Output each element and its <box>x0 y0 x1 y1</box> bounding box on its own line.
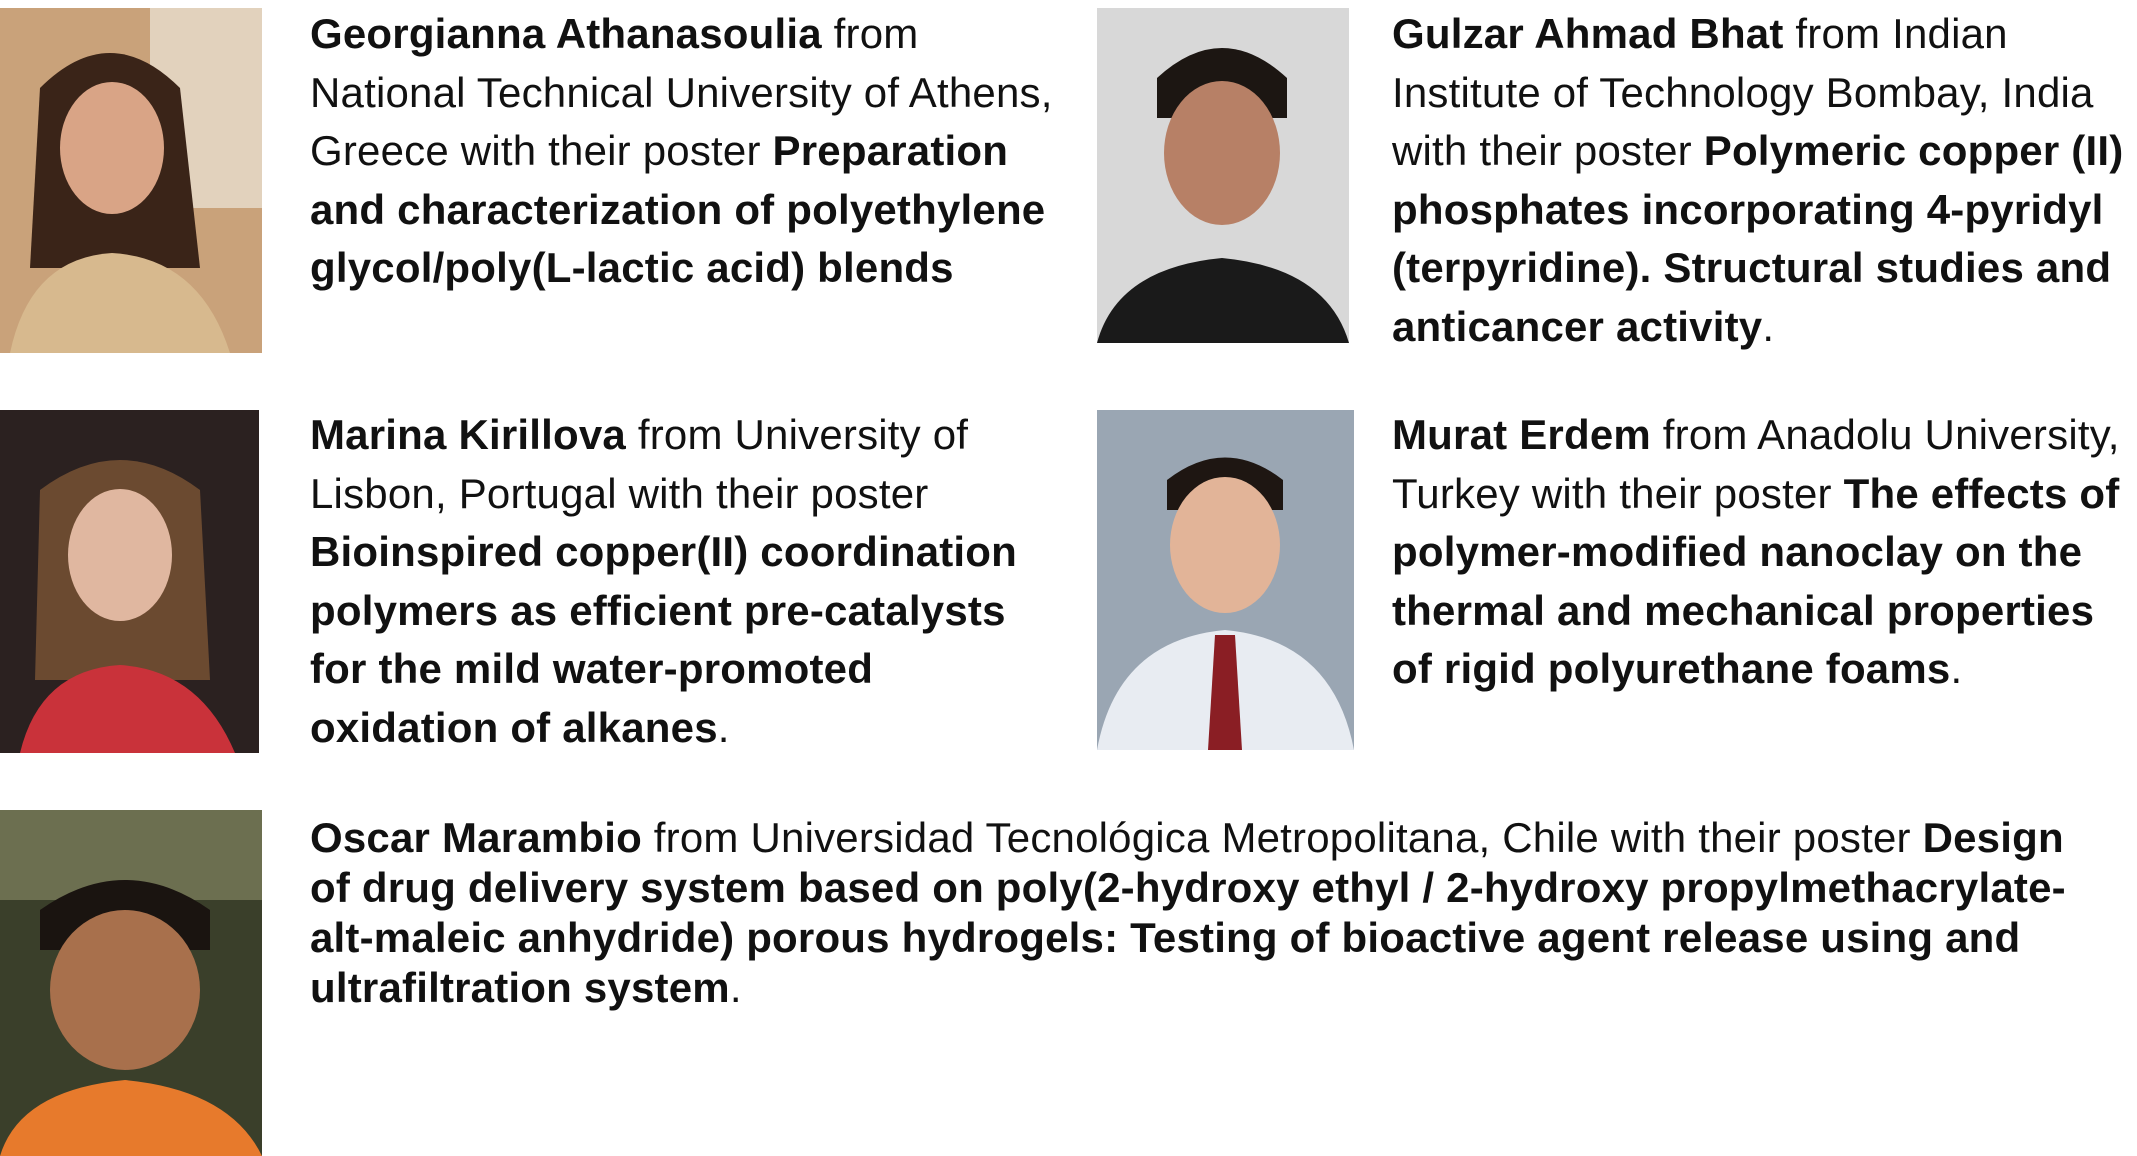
bhat-entry <box>1392 5 2137 356</box>
presenter-affiliation: from National Technical University of Athens, Greece with their poster <box>310 10 1053 174</box>
poster-title: Design of drug delivery system based on poly(2-hydroxy ethyl / 2-hydroxy propylmethacrylate-alt-maleic anhydride) porous hydrogels: Testing of bioactive agent release using and ultrafiltration system <box>310 814 2066 1011</box>
athanasoulia-entry <box>310 5 1070 298</box>
presenter-name: Marina Kirillova <box>310 411 626 458</box>
presenter-name: Gulzar Ahmad Bhat <box>1392 10 1784 57</box>
kirillova-entry <box>310 406 1070 757</box>
poster-tail: . <box>1950 645 1963 692</box>
kirillova-photo <box>0 410 259 753</box>
poster-title: Bioinspired copper(II) coordination polymers as efficient pre-catalysts for the mild water-promoted oxidation of alkanes <box>310 528 1018 751</box>
marambio-entry <box>310 813 2110 1013</box>
presenter-affiliation: from Anadolu University, Turkey with their poster <box>1392 411 2120 517</box>
presenter-affiliation: from Indian Institute of Technology Bombay, India with their poster <box>1392 10 2094 174</box>
poster-tail: . <box>717 703 730 751</box>
poster-title: Preparation and characterization of polyethylene glycol/poly(L-lactic acid) blends <box>310 127 1046 291</box>
bhat-photo <box>1097 8 1349 343</box>
athanasoulia-photo <box>0 8 262 353</box>
marambio-photo <box>0 810 262 1156</box>
poster-title: Polymeric copper (II) phosphates incorporating 4-pyridyl (terpyridine). Structural studies and anticancer activity <box>1392 127 2124 350</box>
presenter-name: Georgianna Athanasoulia <box>310 10 822 57</box>
presenter-name: Oscar Marambio <box>310 814 642 861</box>
poster-tail: . <box>1762 302 1775 350</box>
erdem-entry <box>1392 406 2137 699</box>
presenter-affiliation: from Universidad Tecnológica Metropolitana, Chile with their poster <box>641 814 1923 861</box>
erdem-photo <box>1097 410 1354 750</box>
presenter-affiliation: from University of Lisbon, Portugal with their poster <box>310 411 969 517</box>
poster-title: The effects of polymer-modified nanoclay on the thermal and mechanical properties of rigid polyurethane foams <box>1392 469 2120 692</box>
poster-tail: . <box>729 964 742 1011</box>
presenter-name: Murat Erdem <box>1392 411 1651 458</box>
